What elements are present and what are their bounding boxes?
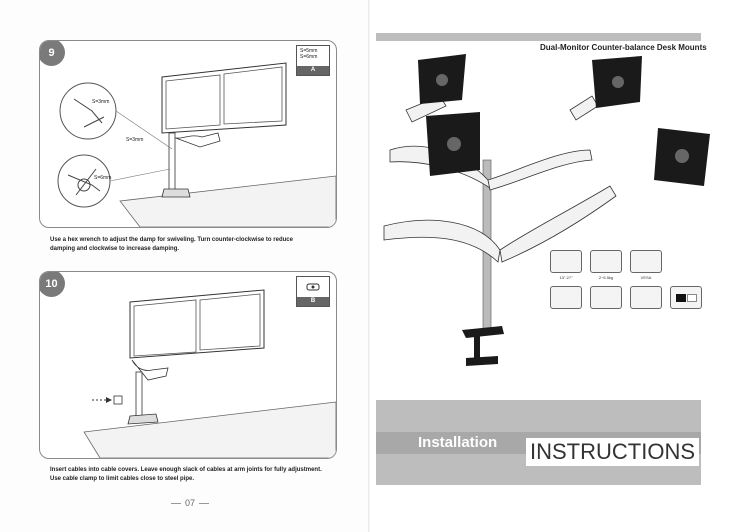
tag-line-1: S=5mm [300,48,318,54]
tag-letter-b: B [297,297,329,306]
step-10-illustration [40,272,336,458]
product-title: Dual-Monitor Counter-balance Desk Mounts [540,43,707,52]
clamp [128,414,158,424]
tilt-icon [550,286,582,309]
step-10-panel [39,271,337,459]
step-10-number: 10 [39,271,65,297]
right-page [370,0,750,532]
step-9-panel [39,40,337,228]
monitor-pair [130,290,264,358]
installation-word: Installation [418,434,498,451]
vesa-icon: VESA [630,250,662,273]
step-10-caption-line-2: Use cable clamp to limit cables close to steel pipe. [50,476,195,482]
desk-top [120,176,336,227]
product-photo [370,0,750,400]
step-9-caption [50,236,350,254]
vesa-plate-2 [592,56,642,108]
swivel-icon [590,286,622,309]
step-9-caption-line-1: Use a hex wrench to adjust the damp for swiveling. Turn counter-clockwise to reduce [50,237,293,243]
arm [173,133,220,147]
page-number: 07 [166,498,214,508]
step-9-number: 9 [39,40,65,66]
step-9-caption-line-2: damping and clockwise to increase damping. [50,246,180,252]
wrench-label-1: S=3mm [92,99,110,105]
wrench-label-2: S=3mm [126,137,144,143]
clamp [162,189,190,197]
vesa-plate-3 [426,112,480,176]
pole [136,372,142,418]
pole [169,133,175,191]
instructions-band [376,400,701,485]
step-10-caption-line-1: Insert cables into cable covers. Leave enough slack of cables at arm joints for fully adjustment. [50,467,322,473]
vesa-plate-1 [418,54,466,104]
rotation-icon [630,286,662,309]
left-page [0,0,370,532]
arm-right-low [488,150,592,190]
tag-letter-a: A [297,66,329,75]
step-10-caption [50,466,350,484]
arm-left-high [384,220,500,262]
instructions-word: INSTRUCTIONS [526,438,699,466]
weight-capacity-icon: 2~6.5kg [590,250,622,273]
step-9-illustration [40,41,336,227]
cable-cover [114,396,122,404]
screen-size-icon: 13"-27" [550,250,582,273]
vesa-plate-4 [654,128,710,186]
color-icon [670,286,702,309]
tag-line-2: S=6mm [300,54,318,60]
detail-circle-1 [60,83,116,139]
detail-circle-2 [58,155,110,207]
wrench-label-3: S=6mm [94,175,112,181]
desk-top [84,402,336,458]
